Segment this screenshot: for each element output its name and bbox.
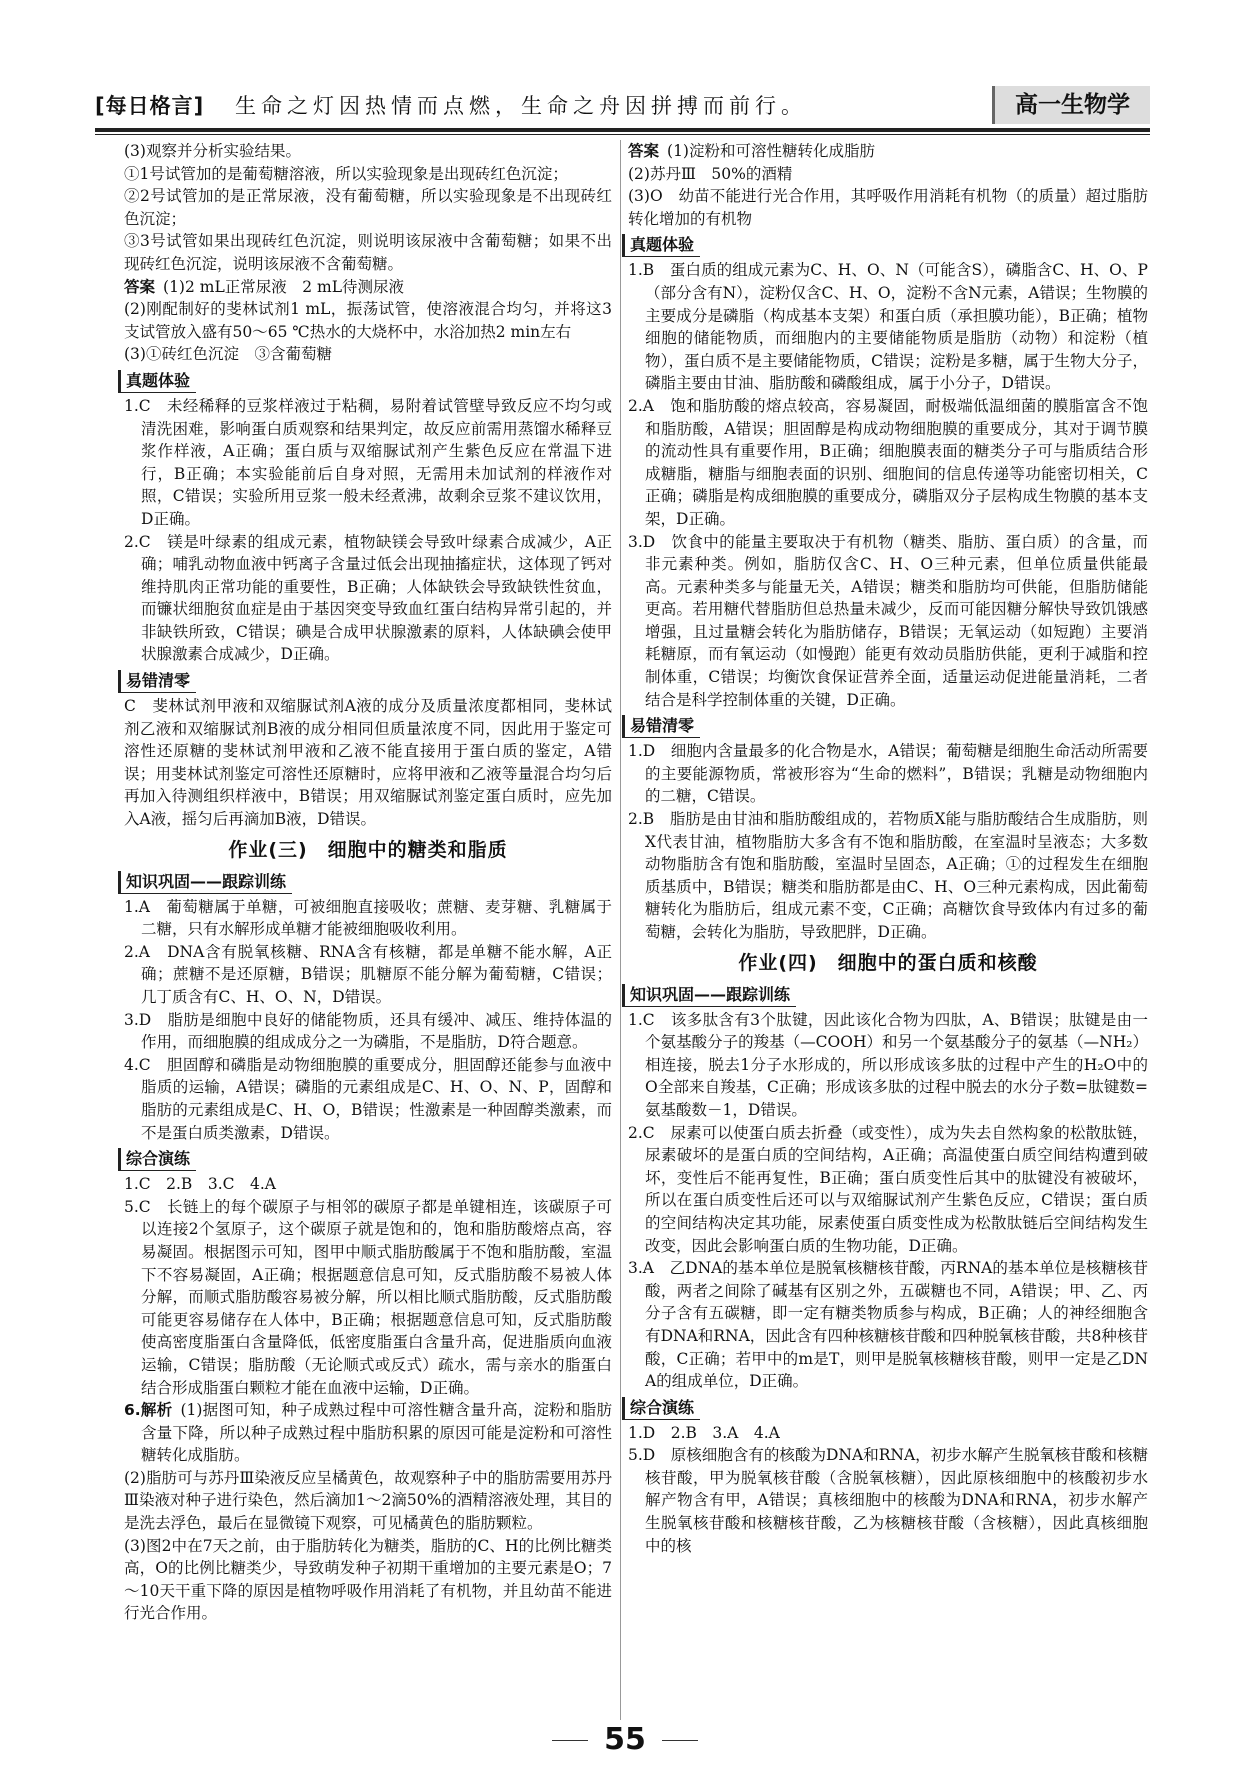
homework-title: 作业(三) 细胞中的糖类和脂质 (228, 838, 508, 861)
page-header (95, 86, 1150, 124)
subject-tab: 高一生物学 (992, 86, 1150, 124)
answer-line (124, 276, 612, 299)
answer-line: (3)O 幼苗不能进行光合作用，其呼吸作用消耗有机物（的质量）超过脂肪转化增加的有机物 (628, 187, 1148, 228)
question-answer: 1.A 葡萄糖属于单糖，可被细胞直接吸收；蔗糖、麦芽糖、乳糖属于二糖，只有水解形成单糖才能被细胞吸收利用。 (124, 897, 612, 939)
paragraph: (3)图2中在7天之前，由于脂肪转化为糖类，脂肪的C、H的比例比糖类高，O的比例比糖类少，导致萌发种子初期干重增加的主要元素是O；7～10天干重下降的原因是植物呼吸作用消耗了有机物，并且幼苗不能进行光合作用。 (124, 1536, 612, 1623)
analysis-text: (1)据图可知，种子成熟过程中可溶性糖含量升高，淀粉和脂肪含量下降，所以种子成熟过程中脂肪积累的原因可能是淀粉和可溶性糖转化成脂肪。 (141, 1401, 612, 1465)
question-answer: 2.B 脂肪是由甘油和脂肪酸组成的，若物质X能与脂肪酸结合生成脂肪，则X代表甘油，植物脂肪大多含有不饱和脂肪酸，在室温时呈液态；大多数动物脂肪含有饱和脂肪酸，室温时呈固态，A正确；①的过程发生在细胞质基质中，B错误；糖类和脂肪都是由C、H、O三种元素构成，因此葡萄糖转化为脂肪后，组成元素不变，C正确；高糖饮食导致体内有过多的葡萄糖，会转化为脂肪，导致肥胖，D正确。 (628, 810, 1148, 941)
paragraph: (3)观察并分析实验结果。 (124, 142, 301, 160)
section-heading-zhenti: 真题体验 (622, 234, 700, 257)
question-answer (124, 1399, 612, 1467)
question-answer: 5.C 长链上的每个碳原子与相邻的碳原子都是单键相连，该碳原子可以连接2个氢原子，这个碳原子就是饱和的，饱和脂肪酸熔点高，容易凝固。根据图示可知，图甲中顺式脂肪酸属于不饱和脂肪酸，室温下不容易凝固，A正确；根据题意信息可知，反式脂肪酸不易被人体分解，而顺式脂肪酸容易被分解，所以相比顺式脂肪酸，反式脂肪酸可能更容易储存在人体中，B正确；根据题意信息可知，反式脂肪酸使高密度脂蛋白含量降低，低密度脂蛋白含量升高，促进脂质向血液运输，C错误；脂肪酸（无论顺式或反式）疏水，需与亲水的脂蛋白结合形成脂蛋白颗粒才能在血液中运输，D正确。 (124, 1197, 612, 1397)
question-answer: 1.C 未经稀释的豆浆样液过于粘稠，易附着试管壁导致反应不均匀或清洗困难，影响蛋白质观察和结果判定，故反应前需用蒸馏水稀释豆浆作样液，A正确；蛋白质与双缩脲试剂产生紫色反应在常温下进行，B正确；本实验能前后自身对照，无需用未加试剂的样液作对照，C错误；实验所用豆浆一般未经煮沸，故剩余豆浆不建议饮用，D正确。 (124, 396, 612, 528)
header-rule (95, 128, 1150, 132)
analysis-label: 6.解析 (124, 1401, 173, 1420)
section-heading-zhenti: 真题体验 (118, 370, 196, 393)
question-answer: 2.A DNA含有脱氧核糖、RNA含有核糖，都是单糖不能水解，A正确；蔗糖不是还原糖，B错误；肌糖原不能分解为葡萄糖，C错误；几丁质含有C、H、O、N，D错误。 (124, 942, 612, 1006)
question-answer: 1.B 蛋白质的组成元素为C、H、O、N（可能含S），磷脂含C、H、O、P（部分含有N），淀粉仅含C、H、O，淀粉不含N元素，A错误；生物膜的主要成分是磷脂（构成基本支架）和蛋白质（承担膜功能），B正确；植物细胞的储能物质，而细胞内的主要储能物质是脂肪（动物）和淀粉（植物），蛋白质不是主要储能物质，C错误；淀粉是多糖，属于生物大分子，磷脂主要由甘油、脂肪酸和磷酸组成，属于小分子，D错误。 (628, 261, 1148, 393)
page-number (0, 1722, 1250, 1757)
question-answer: 2.C 尿素可以使蛋白质去折叠（或变性），成为失去自然构象的松散肽链，尿素破坏的是蛋白质的空间结构，A正确；高温使蛋白质空间结构遭到破坏，变性后不能再复性，B正确；蛋白质变性后其中的肽键没有被破坏，所以在蛋白质变性后还可以与双缩脲试剂产生紫色反应，C错误；蛋白质的空间结构决定其功能，尿素使蛋白质变性成为松散肽链后空间结构发生改变，因此会影响蛋白质的生物功能，D正确。 (628, 1123, 1148, 1255)
answer-text: (1)淀粉和可溶性糖转化成脂肪 (667, 142, 875, 160)
paragraph: ①1号试管加的是葡萄糖溶液，所以实验现象是出现砖红色沉淀； (124, 164, 568, 183)
answer-line: (3)①砖红色沉淀 ③含葡萄糖 (124, 345, 332, 364)
question-answer: 4.C 胆固醇和磷脂是动物细胞膜的重要成分，胆固醇还能参与血液中脂质的运输，A错误；磷脂的元素组成是C、H、O、N、P，固醇和脂肪的元素组成是C、H、O，B错误；性激素是一种固醇类激素，而不是蛋白质类激素，D错误。 (124, 1055, 612, 1142)
section-heading-yicuo: 易错清零 (118, 670, 196, 693)
answer-line (628, 140, 1148, 163)
answer-line: (2)苏丹Ⅲ 50%的酒精 (628, 164, 793, 183)
page-number-value: 55 (604, 1722, 646, 1757)
section-sublabel: ——跟踪训练 (694, 984, 791, 1004)
page-number-dash (552, 1740, 588, 1742)
question-answer: 3.D 脂肪是细胞中良好的储能物质，还具有缓冲、减压、维持体温的作用，而细胞膜的组成成分之一为磷脂，不是脂肪，D符合题意。 (124, 1010, 612, 1052)
question-answer: 5.D 原核细胞含有的核酸为DNA和RNA，初步水解产生脱氧核苷酸和核糖核苷酸，甲为脱氧核苷酸（含脱氧核糖），因此原核细胞中的核酸初步水解产物含有甲，A错误；真核细胞中的核酸为DNA和RNA，初步水解产生脱氧核苷酸和核糖核苷酸，乙为核糖核苷酸（含核糖），因此真核细胞中的核 (628, 1446, 1148, 1555)
question-answer: 3.A 乙DNA的基本单位是脱氧核糖核苷酸，丙RNA的基本单位是核糖核苷酸，两者之间除了碱基有区别之外，五碳糖也不同，A错误；甲、乙、丙分子含有五碳糖，即一定有糖类物质参与构成，B正确；人的神经细胞含有DNA和RNA，因此含有四种核糖核苷酸和四种脱氧核苷酸，共8种核苷酸，C正确；若甲中的m是T，则甲是脱氧核糖核苷酸，则甲一定是乙DNA的组成单位，D正确。 (628, 1259, 1148, 1391)
section-heading-zhishi (118, 871, 292, 894)
answer-line: (2)刚配制好的斐林试剂1 mL，振荡试管，使溶液混合均匀，并将这3支试管放入盛有50～65 ℃热水的大烧杯中，水浴加热2 min左右 (124, 300, 612, 341)
question-answer: 1.C 2.B 3.C 4.A (124, 1175, 276, 1194)
question-answer: 1.D 细胞内含量最多的化合物是水，A错误；葡萄糖是细胞生命活动所需要的主要能源物质，常被形容为“生命的燃料”，B错误；乳糖是动物细胞内的二糖，C错误。 (628, 742, 1148, 806)
page-number-dash (662, 1740, 698, 1742)
section-heading-zhishi (622, 984, 796, 1007)
question-answer: 3.D 饮食中的能量主要取决于有机物（糖类、脂肪、蛋白质）的含量，而非元素种类。例如，脂肪仅含C、H、O三种元素，但单位质量供能最高。元素种类多与能量无关，A错误；糖类和脂肪均可供能，但脂肪储能更高。若用糖代替脂肪但总热量未减少，反而可能因糖分解快导致饥饿感增强，且过量糖会转化为脂肪储存，B错误；无氧运动（如短跑）主要消耗糖原，而有氧运动（如慢跑）能更有效动员脂肪供能，更利于减脂和控制体重，C错误；均衡饮食保证营养全面，适量运动促进能量消耗，二者结合是科学控制体重的关键，D正确。 (628, 532, 1148, 709)
section-label: 知识巩固 (630, 984, 695, 1004)
section-heading-zonghe: 综合演练 (118, 1148, 196, 1171)
paragraph: (2)脂肪可与苏丹Ⅲ染液反应呈橘黄色，故观察种子中的脂肪需要用苏丹Ⅲ染液对种子进行染色，然后滴加1～2滴50%的酒精溶液处理，其目的是洗去浮色，最后在显微镜下观察，可见橘黄色的脂肪颗粒。 (124, 1468, 612, 1533)
question-answer: 2.A 饱和脂肪酸的熔点较高，容易凝固，耐极端低温细菌的膜脂富含不饱和脂肪酸，A错误；胆固醇是构成动物细胞膜的重要成分，其对于调节膜的流动性具有重要作用，B正确；细胞膜表面的糖类分子可与脂质结合形成糖脂，糖脂与细胞表面的识别、细胞间的信息传递等功能密切相关，C正确；磷脂是构成细胞膜的重要成分，磷脂双分子层构成生物膜的基本支架，D正确。 (628, 396, 1148, 528)
header-rule-thin (95, 134, 1150, 135)
section-heading-zonghe: 综合演练 (622, 1397, 700, 1420)
question-answer: 2.C 镁是叶绿素的组成元素，植物缺镁会导致叶绿素合成减少，A正确；哺乳动物血液中钙离子含量过低会出现抽搐症状，这体现了钙对维持肌肉正常功能的重要性，B正确；人体缺铁会导致缺铁性贫血，而镰状细胞贫血症是由于基因突变导致血红蛋白结构异常引起的，并非缺铁所致，C错误；碘是合成甲状腺激素的原料，人体缺碘会使甲状腺激素合成减少，D正确。 (124, 532, 612, 664)
question-answer: 1.C 该多肽含有3个肽键，因此该化合物为四肽，A、B错误；肽键是由一个氨基酸分子的羧基（—COOH）和另一个氨基酸分子的氨基（—NH₂）相连接，脱去1分子水形成的，所以形成该多肽的过程中产生的H₂O中的O全部来自羧基，C正确；形成该多肽的过程中脱去的水分子数=肽键数=氨基酸数－1，D错误。 (628, 1010, 1148, 1119)
left-column (124, 140, 612, 1625)
section-label: 知识巩固 (126, 871, 191, 891)
section-heading-yicuo: 易错清零 (622, 715, 700, 738)
answer-label: 答案 (628, 142, 660, 160)
motto-text: 生命之灯因热情而点燃，生命之舟因拼搏而前行。 (235, 94, 807, 118)
answer-text: (1)2 mL正常尿液 2 mL待测尿液 (163, 277, 405, 296)
question-answer: 1.D 2.B 3.A 4.A (628, 1423, 780, 1442)
paragraph: ③3号试管如果出现砖红色沉淀，则说明该尿液中含葡萄糖；如果不出现砖红色沉淀，说明该尿液不含葡萄糖。 (124, 232, 612, 273)
section-sublabel: ——跟踪训练 (190, 871, 287, 891)
question-answer: C 斐林试剂甲液和双缩脲试剂A液的成分及质量浓度都相同，斐林试剂乙液和双缩脲试剂B液的成分相同但质量浓度不同，因此用于鉴定可溶性还原糖的斐林试剂甲液和乙液不能直接用于蛋白质的鉴定，A错误；用斐林试剂鉴定可溶性还原糖时，应将甲液和乙液等量混合均匀后再加入待测组织样液中，B错误；用双缩脲试剂鉴定蛋白质时，应先加入A液，摇匀后再滴加B液，D错误。 (124, 697, 612, 829)
homework-title: 作业(四) 细胞中的蛋白质和核酸 (738, 951, 1038, 974)
paragraph: ②2号试管加的是正常尿液，没有葡萄糖，所以实验现象是不出现砖红色沉淀； (124, 187, 612, 228)
right-column (628, 140, 1148, 1557)
answer-label: 答案 (124, 277, 156, 296)
column-divider (620, 140, 621, 1720)
motto-label: [每日格言] (95, 94, 205, 118)
